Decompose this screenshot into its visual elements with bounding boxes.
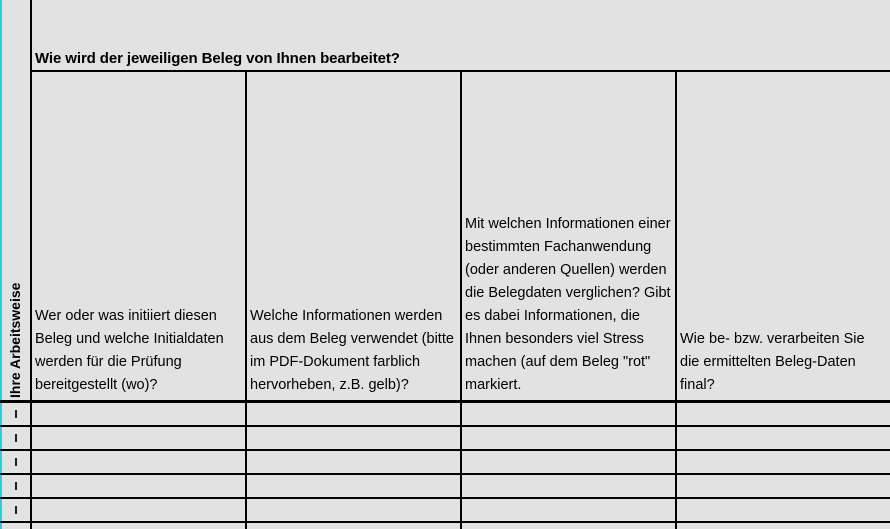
- section-title: Wie wird der jeweiligen Beleg von Ihnen bearbeitet?: [35, 50, 400, 67]
- cell-r4-c3[interactable]: [462, 474, 675, 497]
- cell-r3-c2[interactable]: [247, 450, 460, 473]
- cell-r4-c4[interactable]: [677, 474, 890, 497]
- cell-r2-c1[interactable]: [32, 426, 245, 449]
- side-label-cell[interactable]: [2, 270, 30, 401]
- cell-r4-c2[interactable]: [247, 474, 460, 497]
- header-text: Wer oder was initiiert diesen Beleg und welche Initialdaten werden für die Prüfung bereitgestellt (wo)?: [35, 308, 224, 393]
- cell-r5-c3[interactable]: [462, 498, 675, 521]
- header-text: Welche Informationen werden aus dem Beleg verwendet (bitte im PDF-Dokument farblich hervorheben, z.B. gelb)?: [250, 308, 454, 393]
- gridline-row-5: [0, 521, 890, 523]
- cell-r2-c4[interactable]: [677, 426, 890, 449]
- cell-r2-c2[interactable]: [247, 426, 460, 449]
- header-cell-used-information[interactable]: [247, 72, 460, 399]
- header-cell-initiator[interactable]: [32, 72, 245, 399]
- cell-r3-c3[interactable]: [462, 450, 675, 473]
- cell-r5-c2[interactable]: [247, 498, 460, 521]
- cell-r4-c1[interactable]: [32, 474, 245, 497]
- row-marker: [2, 498, 30, 522]
- header-cell-comparison-sources[interactable]: [462, 72, 675, 399]
- cell-r1-c3[interactable]: [462, 402, 675, 425]
- cell-r1-c1[interactable]: [32, 402, 245, 425]
- cell-r1-c2[interactable]: [247, 402, 460, 425]
- header-cell-final-processing[interactable]: [677, 72, 890, 399]
- row-marker: [2, 402, 30, 426]
- cell-r3-c4[interactable]: [677, 450, 890, 473]
- cell-r1-c4[interactable]: [677, 402, 890, 425]
- cell-r2-c3[interactable]: [462, 426, 675, 449]
- row-marker: [2, 474, 30, 498]
- row-marker: [2, 426, 30, 450]
- cell-r3-c1[interactable]: [32, 450, 245, 473]
- row-marker: [2, 450, 30, 474]
- side-label-text: Ihre Arbeitsweise: [7, 282, 23, 398]
- header-text: Mit welchen Informationen einer bestimmten Fachanwendung (oder anderen Quellen) werden die Belegdaten verglichen? Gibt es dabei Informationen, die Ihnen besonders viel Stress machen (auf dem Beleg "rot" markiert.: [465, 216, 671, 393]
- cell-r5-c1[interactable]: [32, 498, 245, 521]
- cell-r5-c4[interactable]: [677, 498, 890, 521]
- header-text: Wie be- bzw. verarbeiten Sie die ermittelten Beleg-Daten final?: [680, 331, 865, 393]
